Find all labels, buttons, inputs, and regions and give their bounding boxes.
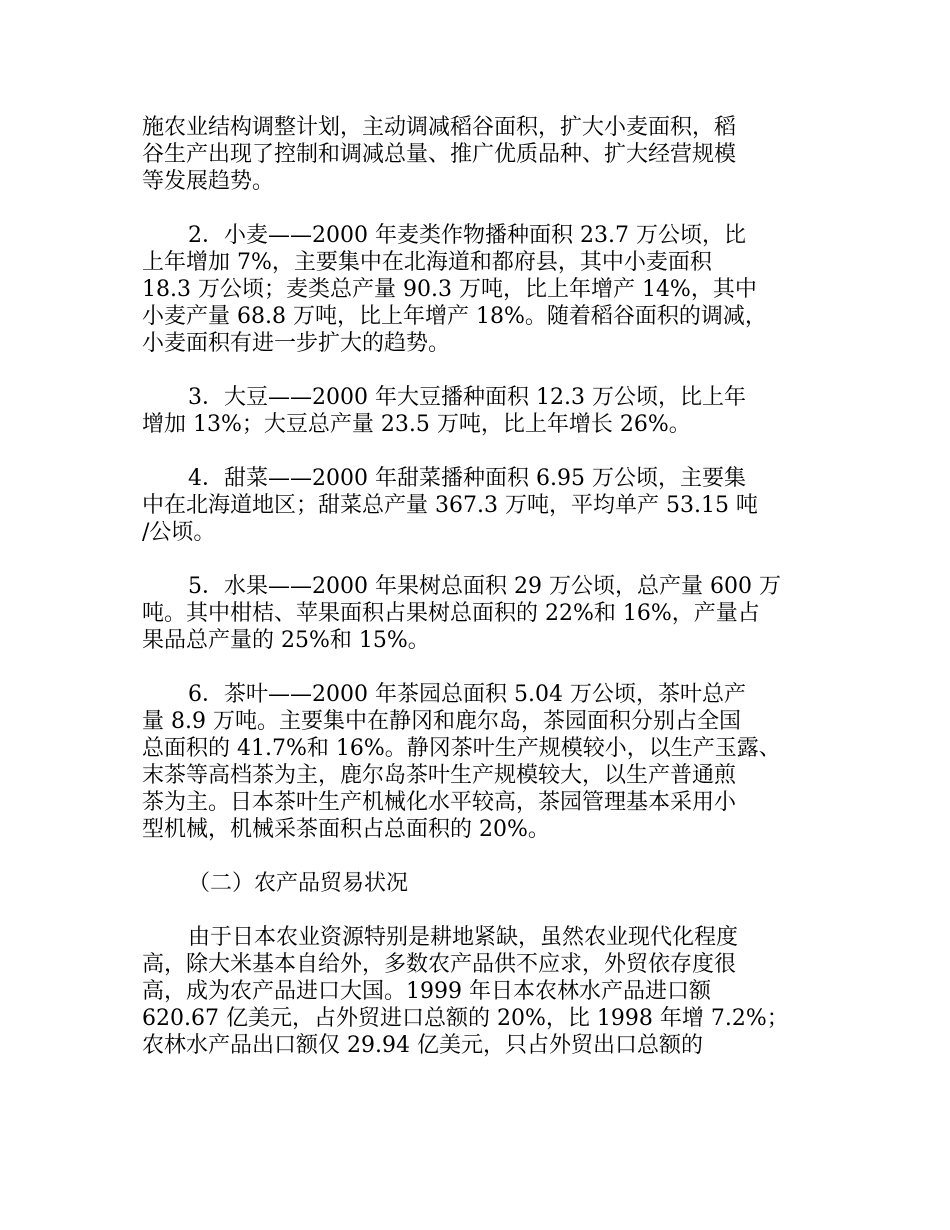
text-line: 中在北海道地区；甜菜总产量 367.3 万吨，平均单产 53.15 吨 — [142, 493, 758, 518]
paragraph-soybean — [142, 384, 822, 438]
paragraph-gap — [142, 897, 822, 924]
section-heading — [142, 870, 822, 897]
text-line: 4．甜菜——2000 年甜菜播种面积 6.95 万公顷，主要集 — [188, 466, 746, 491]
text-line: /公顷。 — [142, 520, 216, 545]
text-line: 农林水产品出口额仅 29.94 亿美元，只占外贸出口总额的 — [142, 1033, 703, 1058]
paragraph-gap — [142, 195, 822, 222]
document-page — [142, 114, 822, 1059]
text-line: 小麦面积有进一步扩大的趋势。 — [142, 331, 451, 356]
text-line: 量 8.9 万吨。主要集中在静冈和鹿尔岛，茶园面积分别占全国 — [142, 709, 741, 734]
text-line: 茶为主。日本茶叶生产机械化水平较高，茶园管理基本采用小 — [142, 790, 737, 815]
text-line: 由于日本农业资源特别是耕地紧缺，虽然农业现代化程度 — [188, 925, 739, 950]
text-line: 谷生产出现了控制和调减总量、推广优质品种、扩大经营规模 — [142, 142, 737, 167]
text-line: 等发展趋势。 — [142, 169, 275, 194]
text-line: 高，除大米基本自给外，多数农产品供不应求，外贸依存度很 — [142, 952, 737, 977]
text-line: 型机械，机械采茶面积占总面积的 20%。 — [142, 817, 550, 842]
text-line: 6．茶叶——2000 年茶园总面积 5.04 万公顷，茶叶总产 — [188, 682, 746, 707]
text-line: 吨。其中柑桔、苹果面积占果树总面积的 22%和 16%，产量占 — [142, 601, 760, 626]
paragraph-gap — [142, 546, 822, 573]
section-heading-text: （二）农产品贸易状况 — [188, 871, 409, 896]
text-line: 5．水果——2000 年果树总面积 29 万公顷，总产量 600 万 — [188, 574, 781, 599]
paragraph-gap — [142, 654, 822, 681]
text-line: 增加 13%；大豆总产量 23.5 万吨，比上年增长 26%。 — [142, 412, 691, 437]
paragraph-gap — [142, 438, 822, 465]
text-line: 2．小麦——2000 年麦类作物播种面积 23.7 万公顷，比 — [188, 223, 746, 248]
paragraph-trade — [142, 924, 822, 1059]
paragraph-gap — [142, 843, 822, 870]
text-line: 上年增加 7%，主要集中在北海道和都府县，其中小麦面积 — [142, 250, 712, 275]
text-line: 总面积的 41.7%和 16%。静冈茶叶生产规模较小，以生产玉露、 — [142, 736, 781, 761]
text-line: 末茶等高档茶为主，鹿尔岛茶叶生产规模较大，以生产普通煎 — [142, 763, 737, 788]
text-line: 620.67 亿美元，占外贸进口总额的 20%，比 1998 年增 7.2%； — [142, 1006, 789, 1031]
text-line: 果品总产量的 25%和 15%。 — [142, 628, 430, 653]
text-line: 施农业结构调整计划，主动调减稻谷面积，扩大小麦面积，稻 — [142, 115, 737, 140]
paragraph-sugar-beet — [142, 465, 822, 546]
text-line: 3．大豆——2000 年大豆播种面积 12.3 万公顷，比上年 — [188, 385, 746, 410]
text-line: 小麦产量 68.8 万吨，比上年增产 18%。随着稻谷面积的调减， — [142, 304, 767, 329]
paragraph-wheat — [142, 222, 822, 357]
paragraph-gap — [142, 357, 822, 384]
paragraph-tea — [142, 681, 822, 843]
text-line: 18.3 万公顷；麦类总产量 90.3 万吨，比上年增产 14%，其中 — [142, 277, 757, 302]
paragraph-rice-continued — [142, 114, 822, 195]
text-line: 高，成为农产品进口大国。1999 年日本农林水产品进口额 — [142, 979, 711, 1004]
paragraph-fruit — [142, 573, 822, 654]
